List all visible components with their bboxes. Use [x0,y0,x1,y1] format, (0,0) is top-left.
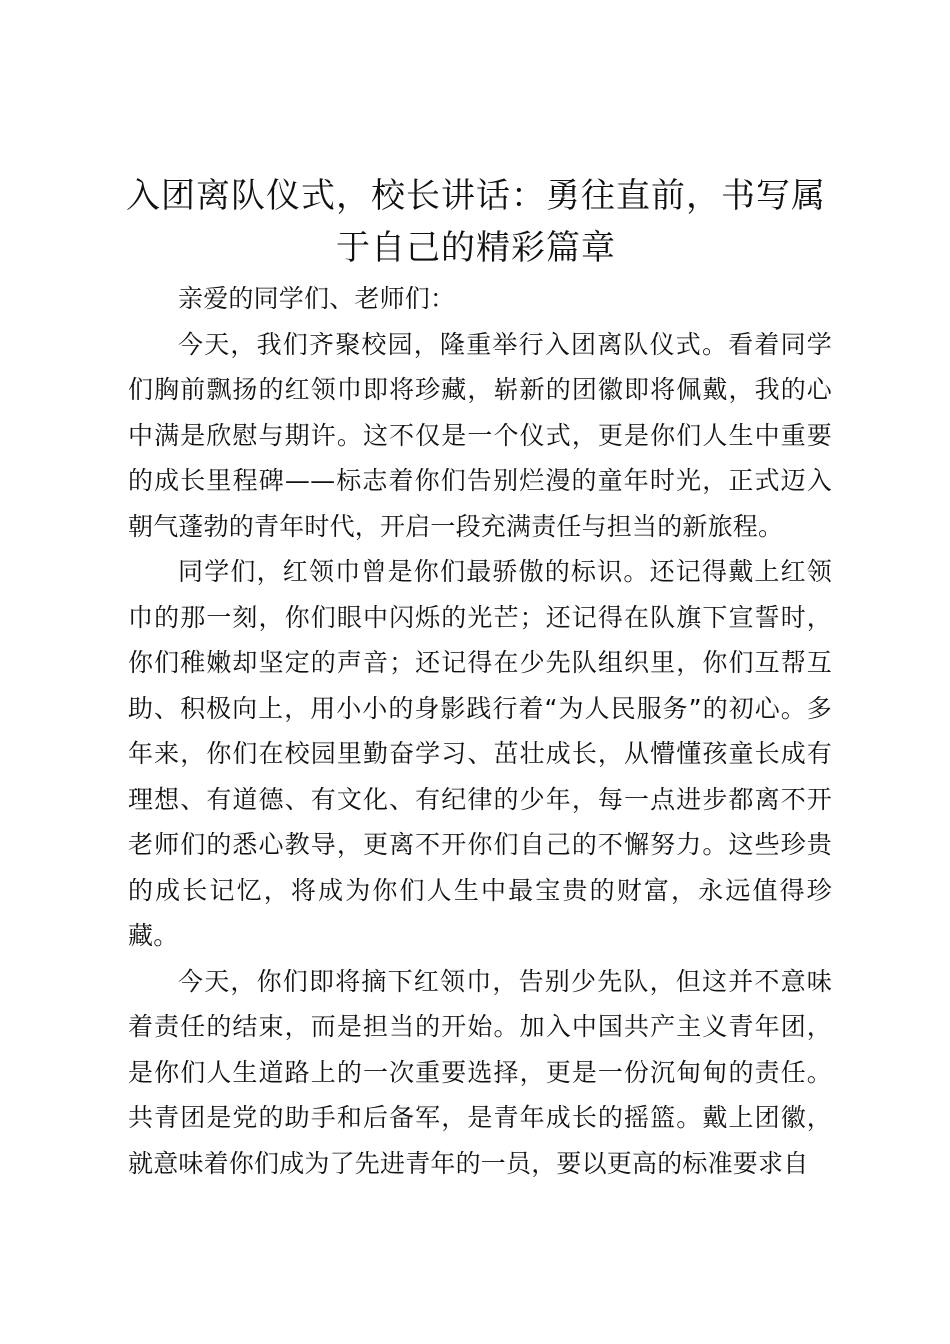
body-paragraph-1: 今天，我们齐聚校园，隆重举行入团离队仪式。看着同学们胸前飘扬的红领巾即将珍藏，崭新的团徽即将佩戴，我的心中满是欣慰与期许。这不仅是一个仪式，更是你们人生中重要的成长里程碑——标志着你们告别烂漫的童年时光，正式迈入朝气蓬勃的青年时代，开启一段充满责任与担当的新旅程。 [128,329,832,541]
body-paragraph-3: 今天，你们即将摘下红领巾，告别少先队，但这并不意味着责任的结束，而是担当的开始。加入中国共产主义青年团，是你们人生道路上的一次重要选择，更是一份沉甸甸的责任。共青团是党的助手和后备军，是青年成长的摇篮。戴上团徽，就意味着你们成为了先进青年的一员，要以更高的标准要求自 [128,966,832,1178]
document-title: 入团离队仪式，校长讲话：勇往直前，书写属于自己的精彩篇章 [126,176,826,268]
salutation-paragraph: 亲爱的同学们、老师们： [178,284,456,313]
body-paragraph-2: 同学们，红领巾曾是你们最骄傲的标识。还记得戴上红领巾的那一刻，你们眼中闪烁的光芒；还记得在队旗下宣誓时，你们稚嫩却坚定的声音；还记得在少先队组织里，你们互帮互助、积极向上，用小小的身影践行着“为人民服务”的初心。多年来，你们在校园里勤奋学习、茁壮成长，从懵懂孩童长成有理想、有道德、有文化、有纪律的少年，每一点进步都离不开老师们的悉心教导，更离不开你们自己的不懈努力。这些珍贵的成长记忆，将成为你们人生中最宝贵的财富，永远值得珍藏。 [128,557,832,950]
document-body [128,276,832,1186]
